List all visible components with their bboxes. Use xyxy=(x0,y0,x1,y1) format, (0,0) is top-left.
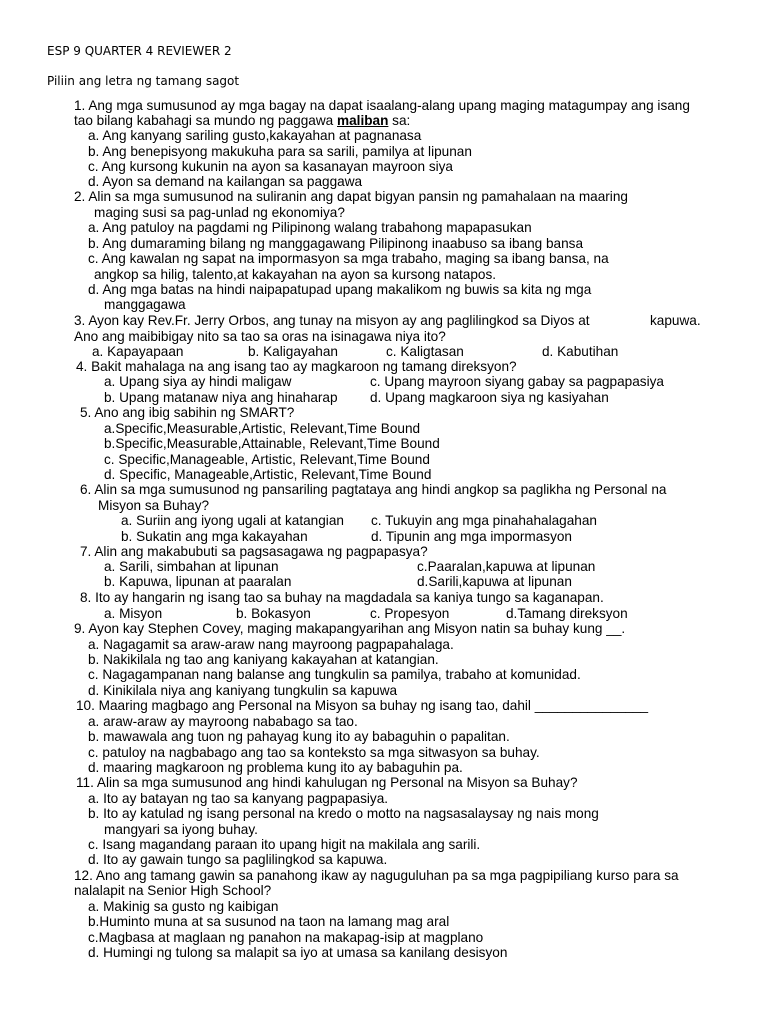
q1-stem-line1: 1. Ang mga sumusunod ay mga bagay na dapat isaalang-alang upang maging matagumpay ang isang xyxy=(74,98,690,113)
q6-option-a: a. Suriin ang iyong ugali at katangian xyxy=(121,513,344,528)
q2-option-d-line2: manggagawa xyxy=(104,297,186,312)
q5-stem: 5. Ano ang ibig sabihin ng SMART? xyxy=(80,405,295,420)
q6-stem-line2: Misyon sa Buhay? xyxy=(98,498,210,513)
q3-option-d: d. Kabutihan xyxy=(542,344,619,359)
q5-option-d: d. Specific, Manageable,Artistic, Relevant,Time Bound xyxy=(104,467,432,482)
q6-option-d: d. Tipunin ang mga impormasyon xyxy=(371,529,572,544)
q7-option-b: b. Kapuwa, lipunan at paaralan xyxy=(104,574,292,589)
q4-option-d: d. Upang magkaroon siya ng kasiyahan xyxy=(370,390,609,405)
q2-option-c-line1: c. Ang kawalan ng sapat na impormasyon sa mga trabaho, maging sa ibang bansa, na xyxy=(88,251,609,266)
q3-stem-line1 xyxy=(74,313,701,328)
q5-option-c: c. Specific,Manageable, Artistic, Relevant,Time Bound xyxy=(104,452,430,467)
q2-stem-line2: maging susi sa pag-unlad ng ekonomiya? xyxy=(94,205,345,220)
document-title: ESP 9 QUARTER 4 REVIEWER 2 xyxy=(47,44,232,58)
q10-option-d: d. maaring magkaroon ng problema kung ito ay babaguhin pa. xyxy=(88,760,463,775)
q7-option-a: a. Sarili, simbahan at lipunan xyxy=(104,559,279,574)
q5-option-a: a.Specific,Measurable,Artistic, Relevant,Time Bound xyxy=(104,421,421,436)
q11-stem: 11. Alin sa mga sumusunod ang hindi kahulugan ng Personal na Misyon sa Buhay? xyxy=(76,775,578,790)
q2-stem-line1: 2. Alin sa mga sumusunod na suliranin ang dapat bigyan pansin ng pamahalaan na maaring xyxy=(74,189,628,204)
q4-option-b: b. Upang matanaw niya ang hinaharap xyxy=(104,390,338,405)
q9-option-d: d. Kinikilala niya ang kaniyang tungkulin sa kapuwa xyxy=(88,683,398,698)
q4-stem: 4. Bakit mahalaga na ang isang tao ay magkaroon ng tamang direksyon? xyxy=(76,359,517,374)
q9-stem: 9. Ayon kay Stephen Covey, maging makapangyarihan ang Misyon natin sa buhay kung __. xyxy=(74,621,626,636)
q4-option-a: a. Upang siya ay hindi maligaw xyxy=(104,374,292,389)
q3-stem-end: kapuwa. xyxy=(650,313,701,328)
q8-option-a: a. Misyon xyxy=(104,606,163,621)
q8-stem: 8. Ito ay hangarin ng isang tao sa buhay na magdadala sa kaniya tungo sa kaganapan. xyxy=(80,590,604,605)
q7-stem: 7. Alin ang makabubuti sa pagsasagawa ng pagpapasya? xyxy=(80,544,428,559)
q1-option-d: d. Ayon sa demand na kailangan sa paggawa xyxy=(88,174,363,189)
q1-stem-emphasis: maliban xyxy=(337,113,389,128)
q11-option-b-line1: b. Ito ay katulad ng isang personal na kredo o motto na nagsasalaysay ng nais mong xyxy=(88,806,599,821)
q12-option-d: d. Humingi ng tulong sa malapit sa iyo at umasa sa kanilang desisyon xyxy=(88,945,508,960)
q2-option-d-line1: d. Ang mga batas na hindi naipapatupad upang makalikom ng buwis sa kita ng mga xyxy=(88,282,592,297)
q6-option-c: c. Tukuyin ang mga pinahahalagahan xyxy=(371,513,597,528)
q3-option-c: c. Kaligtasan xyxy=(386,344,464,359)
q1-stem-pre: tao bilang kabahagi sa mundo ng paggawa xyxy=(74,113,338,128)
q12-option-c: c.Magbasa at maglaan ng panahon na makapag-isip at magplano xyxy=(88,930,484,945)
q7-option-c: c.Paaralan,kapuwa at lipunan xyxy=(417,559,596,574)
q3-stem-line2: Ano ang maibibigay nito sa tao sa oras na isinagawa niya ito? xyxy=(74,329,446,344)
q12-stem-line1: 12. Ano ang tamang gawin sa panahong ikaw ay naguguluhan pa sa mga pagpipiliang kurso para sa xyxy=(74,868,679,883)
q1-option-b: b. Ang benepisyong makukuha para sa sarili, pamilya at lipunan xyxy=(88,144,472,159)
q3-option-a: a. Kapayapaan xyxy=(92,344,184,359)
q8-option-d: d.Tamang direksyon xyxy=(506,606,628,621)
q9-option-c: c. Nagagampanan nang balanse ang tungkulin sa pamilya, trabaho at komunidad. xyxy=(88,667,581,682)
q1-option-c: c. Ang kursong kukunin na ayon sa kasanayan mayroon siya xyxy=(88,159,453,174)
q9-option-a: a. Nagagamit sa araw-araw nang mayroong pagpapahalaga. xyxy=(88,637,454,652)
q6-option-b: b. Sukatin ang mga kakayahan xyxy=(121,529,308,544)
instruction-text: Piliin ang letra ng tamang sagot xyxy=(47,74,240,88)
q3-option-b: b. Kaligayahan xyxy=(248,344,338,359)
q2-option-a: a. Ang patuloy na pagdami ng Pilipinong walang trabahong mapapasukan xyxy=(88,220,532,235)
q12-option-a: a. Makinig sa gusto ng kaibigan xyxy=(88,899,279,914)
q3-stem-main: 3. Ayon kay Rev.Fr. Jerry Orbos, ang tunay na misyon ay ang paglilingkod sa Diyos at xyxy=(74,313,590,328)
q8-option-c: c. Propesyon xyxy=(370,606,450,621)
q2-option-b: b. Ang dumaraming bilang ng manggagawang Pilipinong inaabuso sa ibang bansa xyxy=(88,236,584,251)
q11-option-c: c. Isang magandang paraan ito upang higit na makilala ang sarili. xyxy=(88,837,481,852)
q4-option-c: c. Upang mayroon siyang gabay sa pagpapasiya xyxy=(370,374,664,389)
q5-option-b: b.Specific,Measurable,Attainable, Relevant,Time Bound xyxy=(104,436,440,451)
q10-option-c: c. patuloy na nagbabago ang tao sa konteksto sa mga sitwasyon sa buhay. xyxy=(88,745,540,760)
q12-stem-line2: nalalapit na Senior High School? xyxy=(74,883,272,898)
q2-option-c-line2: angkop sa hilig, talento,at kakayahan na ayon sa kursong natapos. xyxy=(94,267,497,282)
q11-option-a: a. Ito ay batayan ng tao sa kanyang pagpapasiya. xyxy=(88,791,389,806)
q1-stem-post: sa: xyxy=(388,113,411,128)
q7-option-d: d.Sarili,kapuwa at lipunan xyxy=(417,574,572,589)
q1-option-a: a. Ang kanyang sariling gusto,kakayahan at pagnanasa xyxy=(88,128,422,143)
q10-stem: 10. Maaring magbago ang Personal na Misyon sa buhay ng isang tao, dahil _______________ xyxy=(76,698,649,713)
q9-option-b: b. Nakikilala ng tao ang kaniyang kakayahan at katangian. xyxy=(88,652,439,667)
q6-stem-line1: 6. Alin sa mga sumusunod ng pansariling pagtataya ang hindi angkop sa paglikha ng Personal na xyxy=(80,482,667,497)
q11-option-d: d. Ito ay gawain tungo sa paglilingkod sa kapuwa. xyxy=(88,852,388,867)
q11-option-b-line2: mangyari sa iyong buhay. xyxy=(104,822,258,837)
q8-option-b: b. Bokasyon xyxy=(236,606,311,621)
q10-option-a: a. araw-araw ay mayroong nababago sa tao. xyxy=(88,714,358,729)
q12-option-b: b.Huminto muna at sa susunod na taon na lamang mag aral xyxy=(88,914,450,929)
q10-option-b: b. mawawala ang tuon ng pahayag kung ito ay babaguhin o papalitan. xyxy=(88,729,510,744)
q1-stem-line2 xyxy=(74,113,410,128)
